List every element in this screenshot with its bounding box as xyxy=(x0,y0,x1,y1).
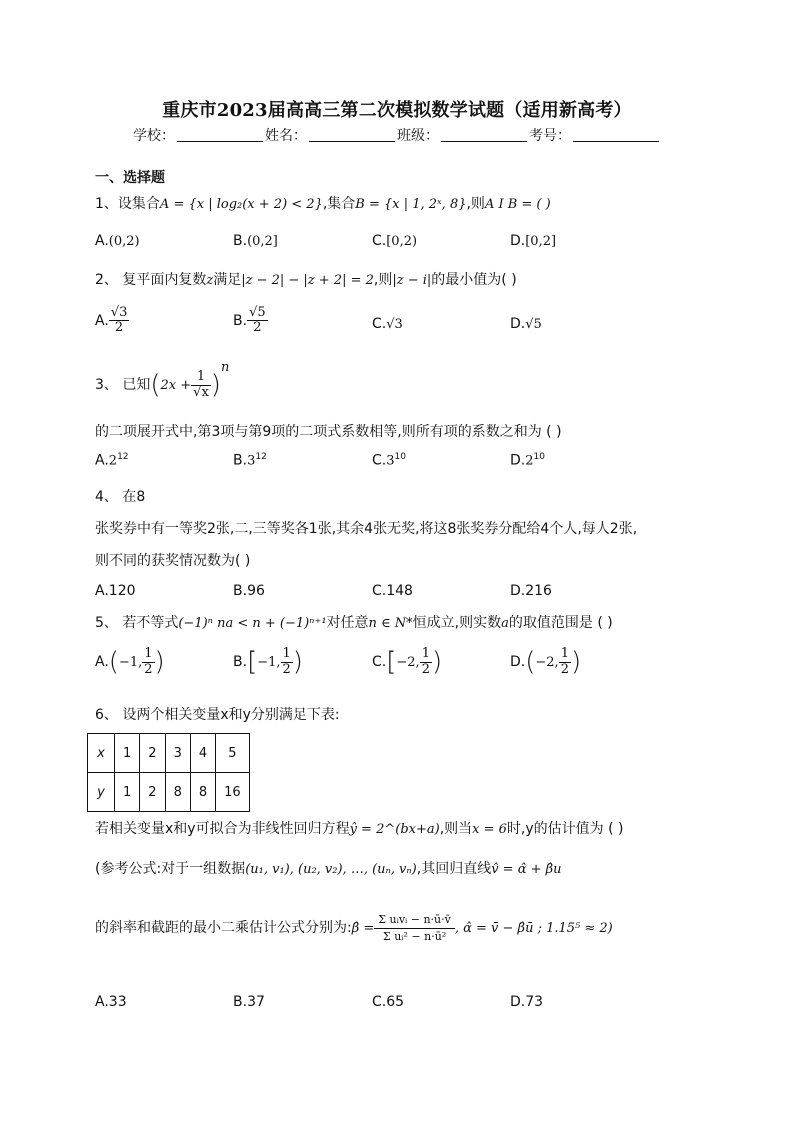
q2-option-c[interactable]: C.√3 xyxy=(372,316,403,332)
set-b: B = {x | 1, 2ˣ, 8} xyxy=(355,197,467,212)
exam-title: 重庆市2023届高高三第二次模拟数学试题（适用新高考） xyxy=(162,100,632,121)
exam-no-blank[interactable] xyxy=(573,127,659,142)
table-cell: y xyxy=(88,773,115,812)
question-4-line3: 则不同的获奖情况数为( ) xyxy=(95,553,251,569)
class-blank[interactable] xyxy=(441,127,527,142)
least-squares-fraction: Σ uᵢvᵢ − n·ū·v̄ Σ uᵢ² − n·ū² xyxy=(374,912,455,944)
school-blank[interactable] xyxy=(177,127,263,142)
q3-option-c[interactable]: $C.3^{10}$ xyxy=(372,452,406,469)
fraction: $\frac{√3}{2}$ xyxy=(110,305,128,336)
question-6-line4: 的斜率和截距的最小二乘估计公式分别为:β̂ = Σ uᵢvᵢ − n·ū·v̄ Σ uᵢ² − n·ū² , α̂ = v̄ − β̂ū ; 1.15⁵ ≈ 2) xyxy=(95,913,613,943)
q6-option-b[interactable]: B.37 xyxy=(233,994,265,1010)
table-cell: 2 xyxy=(140,734,165,773)
q2-option-a[interactable]: A. $\frac{√3}{2}$ xyxy=(95,305,128,336)
q5-option-b[interactable]: B.[−1, $\frac{1}{2}$ ) xyxy=(233,646,303,677)
q1-option-c[interactable]: C.[0,2) xyxy=(372,233,418,249)
question-6-line2: 若相关变量x和y可拟合为非线性回归方程ŷ = 2^(bx+a),则当x = 6时,y的估计值为 ( ) xyxy=(95,821,624,837)
fraction: $\frac{1}{2}$ xyxy=(144,646,153,677)
student-info-line xyxy=(0,125,794,145)
table-row xyxy=(88,734,250,773)
q6-option-c[interactable]: C.65 xyxy=(372,994,405,1010)
question-4-line2: 张奖券中有一等奖2张,二,三等奖各1张,其余4张无奖,将这8张奖券分配给4个人,每人2张, xyxy=(95,521,638,537)
q1-option-b[interactable]: B.(0,2] xyxy=(233,233,278,249)
question-3-text: 的二项展开式中,第3项与第9项的二项式系数相等,则所有项的系数之和为 ( ) xyxy=(95,424,562,440)
q4-option-b[interactable]: B.96 xyxy=(233,583,265,599)
section-title: 一、选择题 xyxy=(95,170,165,186)
q6-option-d[interactable]: D.73 xyxy=(510,994,544,1010)
school-label: 学校： xyxy=(133,128,175,144)
q6-option-a[interactable]: A.33 xyxy=(95,994,127,1010)
question-6-line3: (参考公式:对于一组数据(u₁, v₁), (u₂, v₂), …, (uₙ, vₙ),其回归直线v̂ = α̂ + β̂u xyxy=(95,861,562,877)
q3-option-b[interactable]: $B.3^{12}$ xyxy=(233,452,267,469)
question-5-stem: 5、 若不等式(−1)ⁿ na < n + (−1)ⁿ⁺¹对任意n ∈ N*恒成立,则实数a的取值范围是 ( ) xyxy=(95,615,613,631)
question-2-stem: 2、 复平面内复数z满足|z − 2| − |z + 2| = 2,则|z − i|的最小值为( ) xyxy=(95,272,517,288)
q5-option-c[interactable]: C.[−2, $\frac{1}{2}$ ) xyxy=(372,646,443,677)
question-6-intro: 6、 设两个相关变量x和y分别满足下表: xyxy=(95,707,340,723)
q1-ask: A I B = ( ) xyxy=(484,197,551,212)
class-label: 班级： xyxy=(397,128,439,144)
q4-option-d[interactable]: D.216 xyxy=(510,583,552,599)
question-1-stem: 1、设集合A = {x | log₂(x + 2) < 2},集合B = {x | 1, 2ˣ, 8},则A I B = ( ) xyxy=(95,196,551,212)
table-cell: 1 xyxy=(115,734,140,773)
table-cell: 1 xyxy=(115,773,140,812)
name-blank[interactable] xyxy=(309,127,395,142)
fraction: $\frac{1}{√x}$ xyxy=(193,369,209,400)
table-cell: 16 xyxy=(216,773,250,812)
exam-no-label: 考号： xyxy=(529,128,571,144)
q4-option-c[interactable]: C.148 xyxy=(372,583,413,599)
fraction: $\frac{1}{2}$ xyxy=(421,646,430,677)
data-table xyxy=(87,733,250,812)
fraction: $\frac{√5}{2}$ xyxy=(249,305,266,336)
q5-option-a[interactable]: A.(−1, $\frac{1}{2}$ ) xyxy=(95,646,165,677)
table-cell: 4 xyxy=(190,734,215,773)
q5-option-d[interactable]: D.(−2, $\frac{1}{2}$ ) xyxy=(510,646,582,677)
fraction: $\frac{1}{2}$ xyxy=(282,646,291,677)
q3-option-a[interactable]: $A.2^{12}$ xyxy=(95,452,129,469)
q4-option-a[interactable]: A.120 xyxy=(95,583,136,599)
q5-inequality: (−1)ⁿ na < n + (−1)ⁿ⁺¹ xyxy=(178,616,327,631)
name-label: 姓名： xyxy=(265,128,307,144)
q3-option-d[interactable]: $D.2^{10}$ xyxy=(510,452,545,469)
question-4-line1: 4、 在8 xyxy=(95,489,146,505)
q2-option-b[interactable]: B. $\frac{√5}{2}$ xyxy=(233,305,266,336)
fraction: $\frac{1}{2}$ xyxy=(560,646,569,677)
regression-equation: ŷ = 2^(bx+a) xyxy=(349,822,440,837)
q2-condition: |z − 2| − |z + 2| = 2 xyxy=(241,273,374,288)
set-a: A = {x | log₂(x + 2) < 2} xyxy=(159,197,323,212)
table-cell: x xyxy=(88,734,115,773)
table-cell: 3 xyxy=(165,734,190,773)
table-cell: 5 xyxy=(216,734,250,773)
table-cell: 8 xyxy=(165,773,190,812)
question-3-stem: 3、 已知(2x + $\frac{1}{√x}$ )$^n$ xyxy=(95,360,230,400)
table-row xyxy=(88,773,250,812)
table-cell: 2 xyxy=(140,773,165,812)
table-cell: 8 xyxy=(190,773,215,812)
q1-option-d[interactable]: D.[0,2] xyxy=(510,233,557,249)
q2-option-d[interactable]: D.√5 xyxy=(510,316,542,332)
q1-option-a[interactable]: A.(0,2) xyxy=(95,233,140,249)
